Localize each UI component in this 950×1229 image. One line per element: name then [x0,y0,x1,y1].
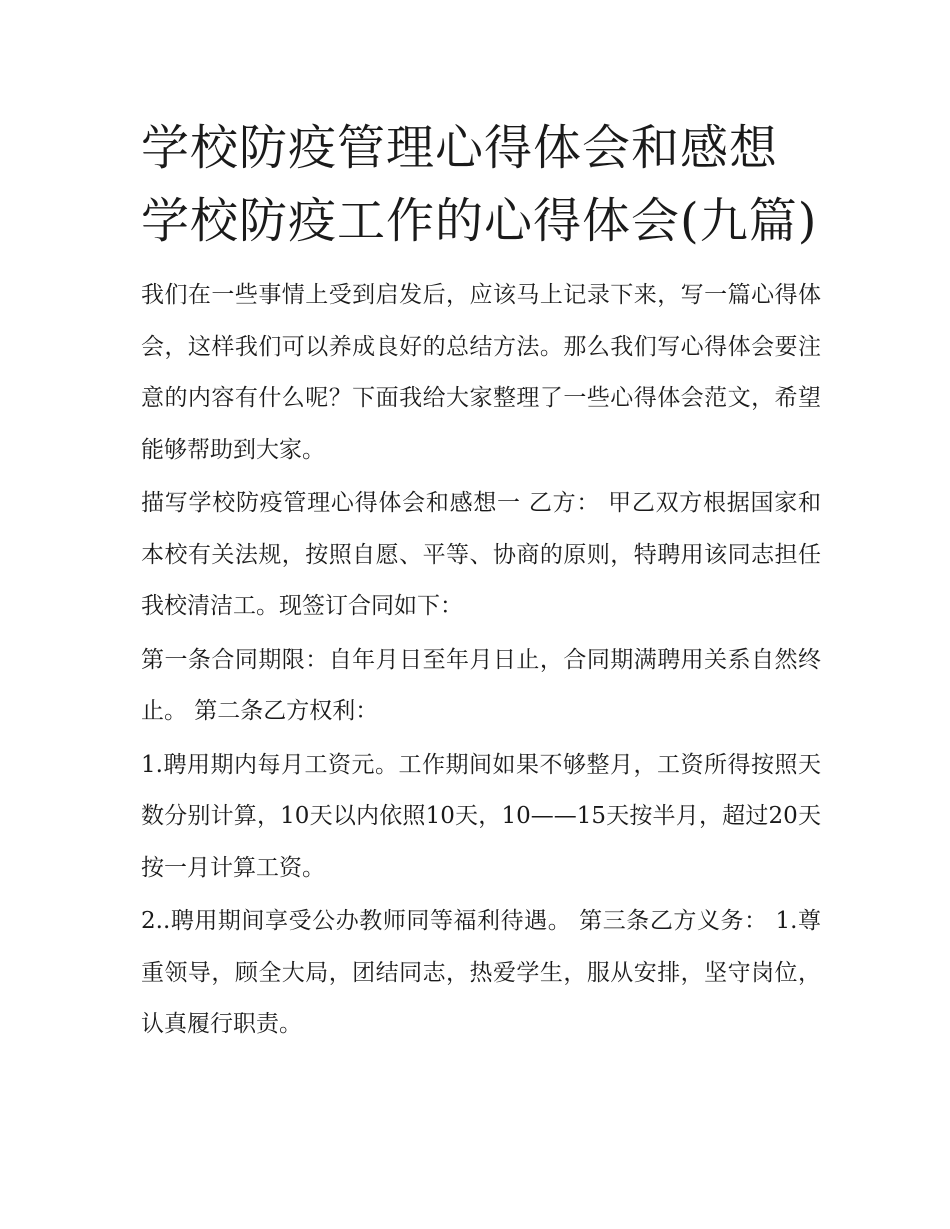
paragraph-salary: 1.聘用期内每月工资元。工作期间如果不够整月，工资所得按照天数分别计算，10天以内依照10天，10——15天按半月，超过20天按一月计算工资。 [141,751,821,881]
document-content [141,112,821,1053]
paragraph-article-one: 第一条合同期限：自年月日至年月日止，合同期满聘用关系自然终止。 第二条乙方权利： [141,646,821,724]
paragraph-intro: 我们在一些事情上受到启发后，应该马上记录下来，写一篇心得体会，这样我们可以养成良好的总结方法。那么我们写心得体会要注意的内容有什么呢？下面我给大家整理了一些心得体会范文，希望能够帮助到大家。 [141,282,821,463]
document-title: 学校防疫管理心得体会和感想学校防疫工作的心得体会(九篇) [141,120,818,249]
paragraph-benefits-duties: 2..聘用期间享受公办教师同等福利待遇。 第三条乙方义务： 1.尊重领导，顾全大局，团结同志，热爱学生，服从安排，坚守岗位，认真履行职责。 [141,908,821,1037]
paragraph-contract-preamble: 描写学校防疫管理心得体会和感想一 乙方： 甲乙双方根据国家和本校有关法规，按照自愿、平等、协商的原则，特聘用该同志担任我校清洁工。现签订合同如下： [141,490,821,619]
